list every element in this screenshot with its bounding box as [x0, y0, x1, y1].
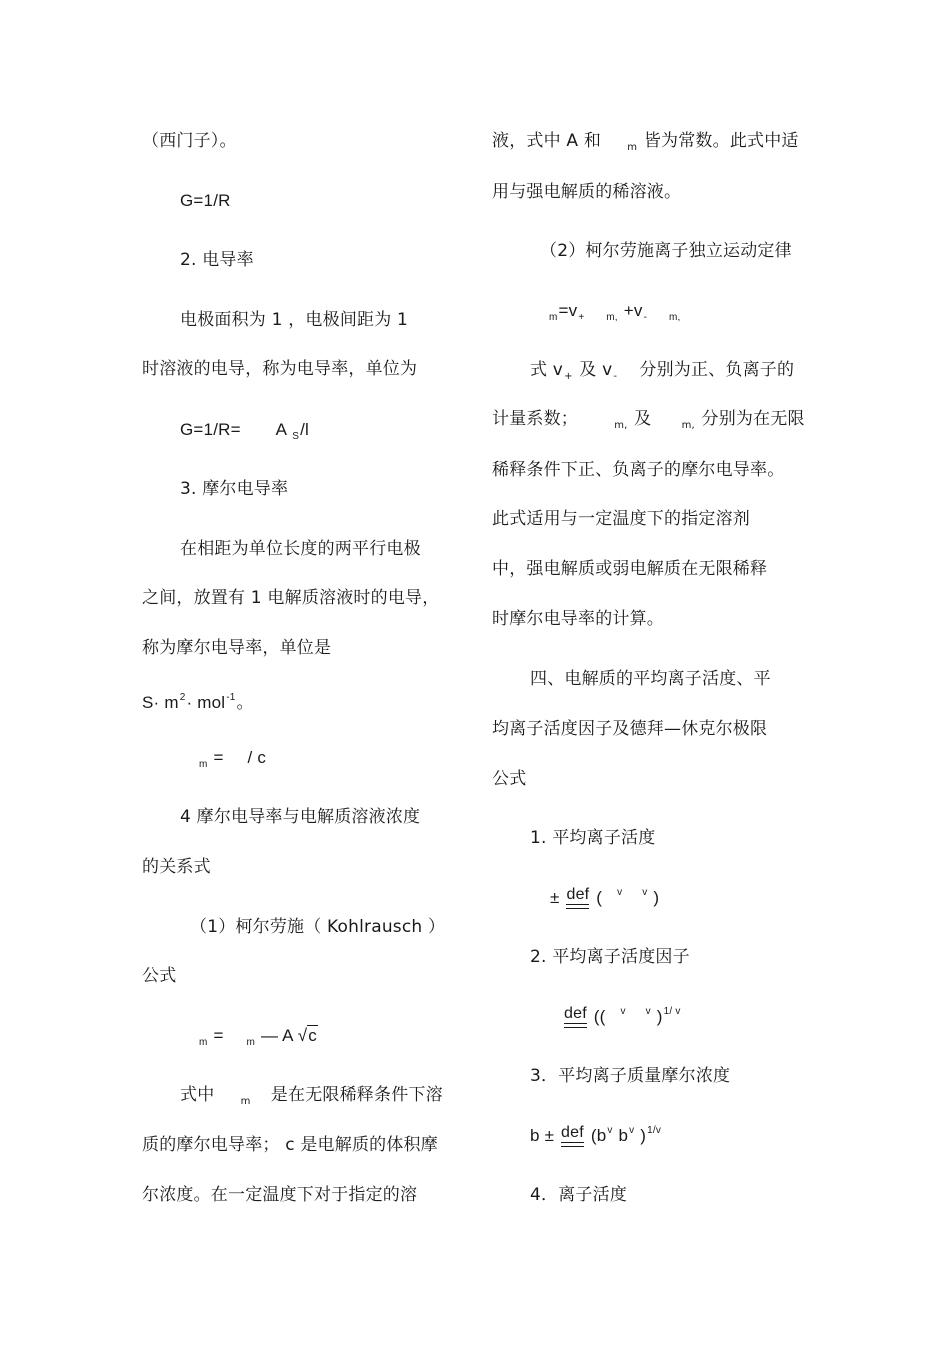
text-part: 计量系数； [492, 409, 578, 429]
formula-part: ± [550, 888, 560, 907]
left-column [142, 0, 472, 1345]
formula-part: +v [623, 301, 643, 320]
formula-part: A [275, 420, 287, 439]
section-heading-mean-activity: 四、电解质的平均离子活度、平 [530, 669, 771, 689]
text-line: 用与强电解质的稀溶液。 [492, 182, 682, 202]
formula-part: b [618, 1126, 629, 1145]
section-heading-molar-conductivity: 3. 摩尔电导率 [180, 479, 289, 499]
def-equals-symbol: def [564, 1006, 587, 1028]
text-part: 及 v [579, 360, 613, 380]
formula-superscript: v [620, 1006, 626, 1017]
formula-subscript: m [199, 759, 208, 770]
formula-subscript: m [627, 142, 638, 153]
text-line: 公式 [492, 769, 527, 789]
formula-subscript: m [240, 1096, 251, 1107]
formula-part: G=1/R= [180, 420, 241, 439]
unit-superscript: 2 [179, 692, 186, 703]
formula-superscript: v [642, 887, 648, 898]
text-line [530, 359, 794, 388]
formula-subscript: m, [614, 420, 628, 431]
formula-superscript: 1/v [647, 1125, 662, 1136]
formula-subscript: + [564, 371, 573, 382]
text-line: 称为摩尔电导率，单位是 [142, 638, 332, 658]
text-part: 式中 [180, 1085, 215, 1105]
right-column [492, 0, 822, 1345]
text-part: 式 v [530, 360, 564, 380]
text-line: 在相距为单位长度的两平行电极 [180, 539, 421, 559]
subsection-heading-mean-ionic-activity: 1. 平均离子活度 [530, 828, 656, 848]
text-part: 分别为正、负离子的 [639, 360, 795, 380]
formula-mean-activity-factor [562, 1001, 682, 1028]
text-line: （西门子）。 [142, 131, 237, 151]
subsection-heading-ionic-activity: 4．离子活度 [530, 1185, 628, 1205]
def-equals-symbol: def [566, 887, 589, 909]
text-line: 均离子活度因子及德拜—休克尔极限 [492, 719, 768, 739]
formula-subscript: m [199, 1037, 208, 1048]
formula-part: b ± [530, 1126, 555, 1145]
subsection-heading-independent-migration: （2）柯尔劳施离子独立运动定律 [540, 241, 792, 261]
section-heading-conductivity: 2. 电导率 [180, 250, 254, 270]
formula-conductance: G=1/R [180, 191, 231, 210]
text-line: 电极面积为 1 ，电极间距为 1 [180, 310, 409, 330]
formula-subscript: m, [668, 312, 681, 323]
formula-part: ) [656, 1007, 663, 1026]
text-part: 液，式中 A 和 [492, 131, 602, 151]
formula-part: / c [247, 748, 267, 767]
formula-independent-migration [548, 300, 681, 329]
formula-superscript: v [629, 1125, 635, 1136]
text-line: 之间，放置有 1 电解质溶液时的电导， [142, 588, 440, 608]
text-line: 的关系式 [142, 857, 211, 877]
text-line: 稀释条件下正、负离子的摩尔电导率。 [492, 460, 785, 480]
formula-subscript: - [613, 371, 618, 382]
subsection-heading-mean-activity-factor: 2. 平均离子活度因子 [530, 947, 690, 967]
formula-part: = [213, 748, 224, 767]
def-equals-symbol: def [561, 1125, 584, 1147]
formula-subscript: S [292, 431, 300, 442]
square-root: √c [297, 1026, 317, 1045]
text-part: 及 [634, 409, 652, 429]
square-root-radicand: c [308, 1026, 317, 1045]
subsection-heading-mean-molality: 3．平均离子质量摩尔浓度 [530, 1066, 731, 1086]
formula-part: (( [593, 1007, 606, 1026]
formula-part: /l [300, 420, 309, 439]
formula-subscript: m, [606, 312, 618, 323]
formula-subscript: + [578, 312, 585, 323]
formula-conductivity [180, 419, 309, 448]
formula-part: — A [260, 1026, 293, 1045]
formula-superscript: 1/ v [663, 1006, 681, 1017]
unit-superscript: -1 [226, 692, 236, 703]
text-part: 是在无限稀释条件下溶 [270, 1085, 443, 1105]
text-part: 皆为常数。此式中适 [643, 131, 799, 151]
formula-subscript: m [246, 1037, 256, 1048]
formula-superscript: v [645, 1006, 651, 1017]
formula-part: ( [596, 888, 603, 907]
subsection-heading-kohlrausch: （1）柯尔劳施（ Kohlrausch ） [190, 917, 446, 937]
formula-molar-conductivity [198, 747, 266, 776]
text-line: 时溶液的电导，称为电导率，单位为 [142, 359, 418, 379]
text-line: 尔浓度。在一定温度下对于指定的溶 [142, 1185, 418, 1205]
formula-kohlrausch [198, 1025, 318, 1054]
formula-part: = [213, 1026, 224, 1045]
formula-mean-ionic-activity [550, 882, 659, 909]
formula-part: (b [590, 1126, 607, 1145]
text-line [492, 408, 805, 437]
unit-part: · mol [186, 693, 226, 712]
text-part: 分别为在无限 [701, 409, 805, 429]
formula-part: ) [640, 1126, 647, 1145]
formula-mean-molality [530, 1120, 662, 1147]
text-line: 中，强电解质或弱电解质在无限稀释 [492, 559, 768, 579]
text-line: 时摩尔电导率的计算。 [492, 609, 664, 629]
unit-part: 。 [236, 693, 254, 712]
formula-subscript: m, [681, 420, 695, 431]
text-line: 公式 [142, 966, 177, 986]
text-line [492, 130, 799, 159]
unit-expression [142, 687, 254, 714]
text-line: 此式适用与一定温度下的指定溶剂 [492, 509, 750, 529]
formula-part: =v [558, 301, 578, 320]
text-line [180, 1084, 443, 1113]
formula-superscript: v [607, 1125, 613, 1136]
text-line: 质的摩尔电导率； c 是电解质的体积摩 [142, 1135, 438, 1155]
formula-part: ) [653, 888, 660, 907]
formula-subscript: - [643, 312, 648, 323]
formula-superscript: v [617, 887, 623, 898]
section-heading-relation: 4 摩尔电导率与电解质溶液浓度 [180, 807, 421, 827]
unit-part: S· m [142, 693, 179, 712]
formula-subscript: m [549, 312, 558, 323]
